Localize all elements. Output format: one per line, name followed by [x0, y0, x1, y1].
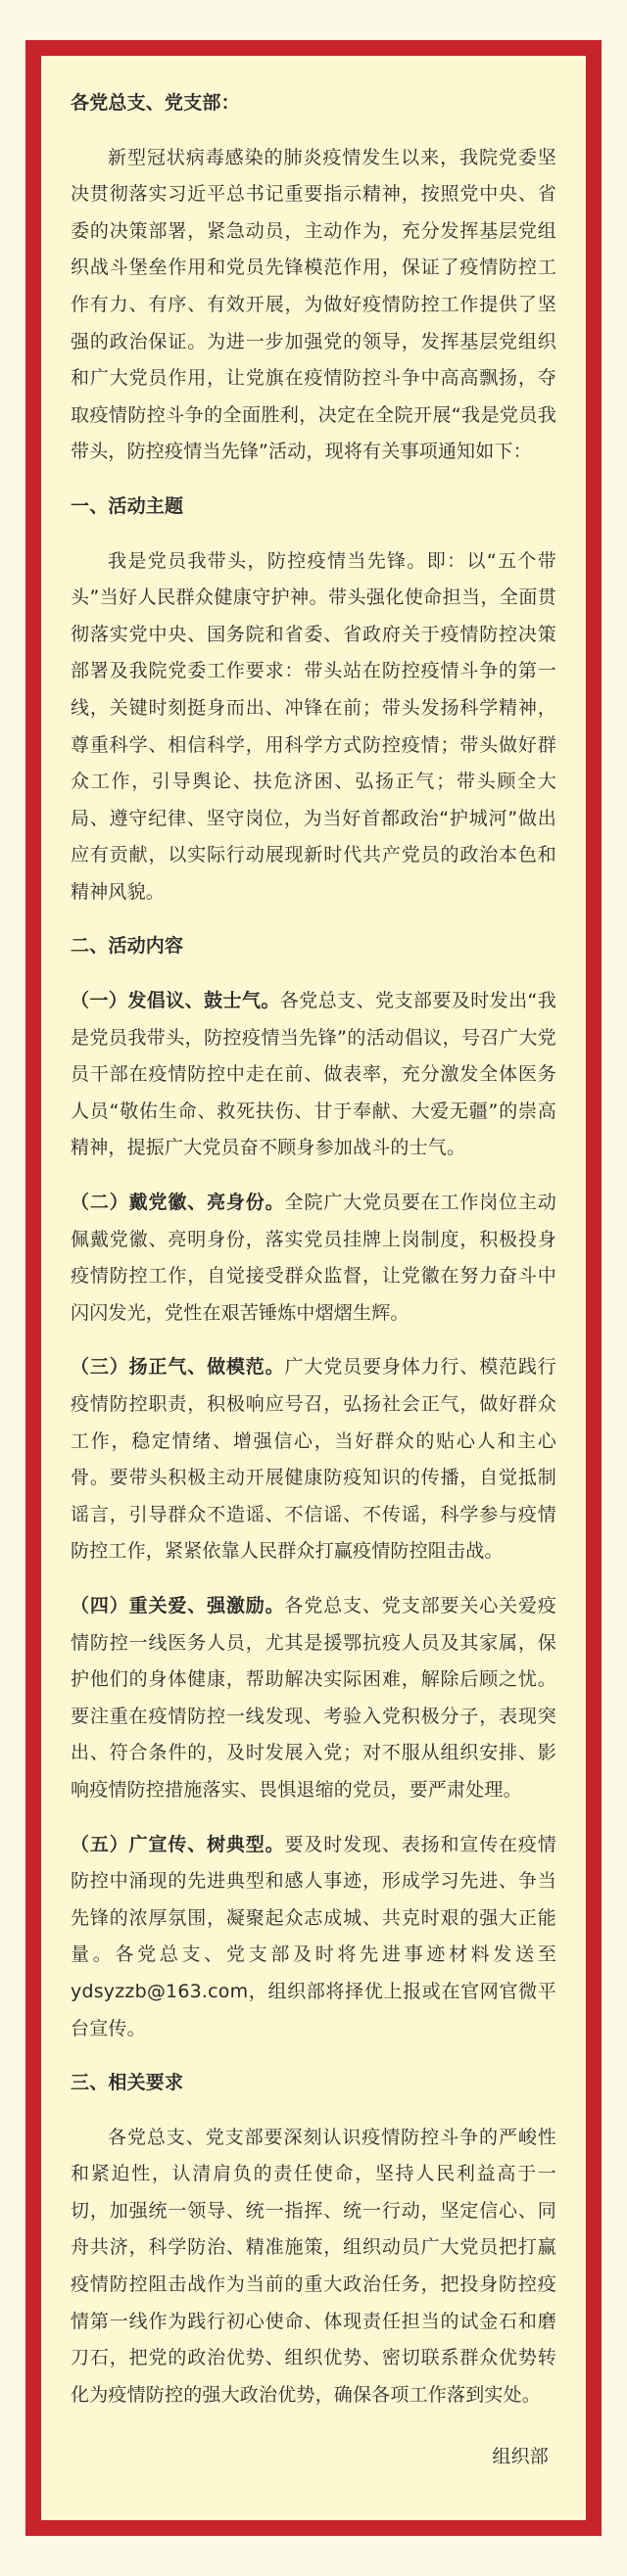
- content-item-title: （三）扬正气、做模范。: [71, 1356, 285, 1379]
- signature: 组织部: [492, 2446, 549, 2468]
- content-item-title: （四）重关爱、强激励。: [71, 1594, 285, 1616]
- requirements-paragraph: 各党总支、党支部要深刻认识疫情防控斗争的严峻性和紧迫性，认清肩负的责任使命，坚持人民利益高于一切，加强统一领导、统一指挥、统一行动，坚定信心、同舟共济，科学防治、精准施策，组织动员广大党员把打赢疫情防控阻击战作为当前的重大政治任务，把投身防控疫情第一线作为践行初心使命、体现责任担当的试金石和磨刀石，把党的政治优势、组织优势、密切联系群众优势转化为疫情防控的强大政治优势，确保各项工作落到实处。: [71, 2126, 556, 2406]
- notice-document: [41, 56, 586, 2520]
- red-border-frame: [25, 40, 602, 2536]
- theme-paragraph: 我是党员我带头，防控疫情当先锋。即：以“五个带头”当好人民群众健康守护神。带头强化使命担当，全面贯彻落实党中央、国务院和省委、省政府关于疫情防控决策部署及我院党委工作要求：带头站在防控疫情斗争的第一线，关键时刻挺身而出、冲锋在前；带头发扬科学精神，尊重科学、相信科学，用科学方式防控疫情；带头做好群众工作，引导舆论、扶危济困、弘扬正气；带头顾全大局、遵守纪律、坚守岗位，为当好首都政治“护城河”做出应有贡献，以实际行动展现新时代共产党员的政治本色和精神风貌。: [71, 549, 556, 903]
- content-item-1: [71, 983, 556, 1167]
- section-heading-theme: 一、活动主题: [71, 494, 184, 517]
- content-item-5: [71, 1827, 556, 2048]
- content-item-title: （五）广宣传、树典型。: [71, 1833, 285, 1855]
- content-item-2: [71, 1185, 556, 1332]
- greeting: 各党总支、党支部：: [71, 92, 240, 114]
- content-item-text: 各党总支、党支部要关心关爱疫情防控一线医务人员，尤其是援鄂抗疫人员及其家属，保护他们的身体健康，帮助解决实际困难，解除后顾之忧。要注重在疫情防控一线发现、考验入党积极分子，表现突出、符合条件的，及时发展入党；对不服从组织安排、影响疫情防控措施落实、畏惧退缩的党员，要严肃处理。: [71, 1594, 556, 1801]
- content-item-3: [71, 1349, 556, 1570]
- content-item-4: [71, 1588, 556, 1809]
- intro-paragraph: 新型冠状病毒感染的肺炎疫情发生以来，我院党委坚决贯彻落实习近平总书记重要指示精神，按照党中央、省委的决策部署，紧急动员，主动作为，充分发挥基层党组织战斗堡垒作用和党员先锋模范作用，保证了疫情防控工作有力、有序、有效开展，为做好疫情防控工作提供了坚强的政治保证。为进一步加强党的领导，发挥基层党组织和广大党员作用，让党旗在疫情防控斗争中高高飘扬，夺取疫情防控斗争的全面胜利，决定在全院开展“我是党员我带头，防控疫情当先锋”活动，现将有关事项通知如下：: [71, 146, 556, 463]
- content-item-text: 广大党员要身体力行、模范践行疫情防控职责，积极响应号召，弘扬社会正气，做好群众工作，稳定情绪、增强信心，当好群众的贴心人和主心骨。要带头积极主动开展健康防疫知识的传播，自觉抵制谣言，引导群众不造谣、不信谣、不传谣，科学参与疫情防控工作，紧紧依靠人民群众打赢疫情防控阻击战。: [71, 1356, 556, 1563]
- content-item-title: （一）发倡议、鼓士气。: [71, 990, 280, 1012]
- section-heading-requirements: 三、相关要求: [71, 2072, 184, 2094]
- section-heading-content: 二、活动内容: [71, 935, 184, 958]
- content-item-text: 各党总支、党支部要及时发出“我是党员我带头，防控疫情当先锋”的活动倡议，号召广大党员干部在疫情防控中走在前、做表率，充分激发全体医务人员“敬佑生命、救死扶伤、甘于奉献、大爱无疆”的崇高精神，提振广大党员奋不顾身参加战斗的士气。: [71, 990, 556, 1159]
- content-item-text: 全院广大党员要在工作岗位主动佩戴党徽、亮明身份，落实党员挂牌上岗制度，积极投身疫情防控工作，自觉接受群众监督，让党徽在努力奋斗中闪闪发光，党性在艰苦锤炼中熠熠生辉。: [71, 1192, 556, 1324]
- content-item-text: 要及时发现、表扬和宣传在疫情防控中涌现的先进典型和感人事迹，形成学习先进、争当先锋的浓厚氛围，凝聚起众志成城、共克时艰的强大正能量。各党总支、党支部及时将先进事迹材料发送至ydsyzzb@163.com，组织部将择优上报或在官网官微平台宣传。: [71, 1833, 556, 2039]
- content-item-title: （二）戴党徽、亮身份。: [71, 1192, 285, 1214]
